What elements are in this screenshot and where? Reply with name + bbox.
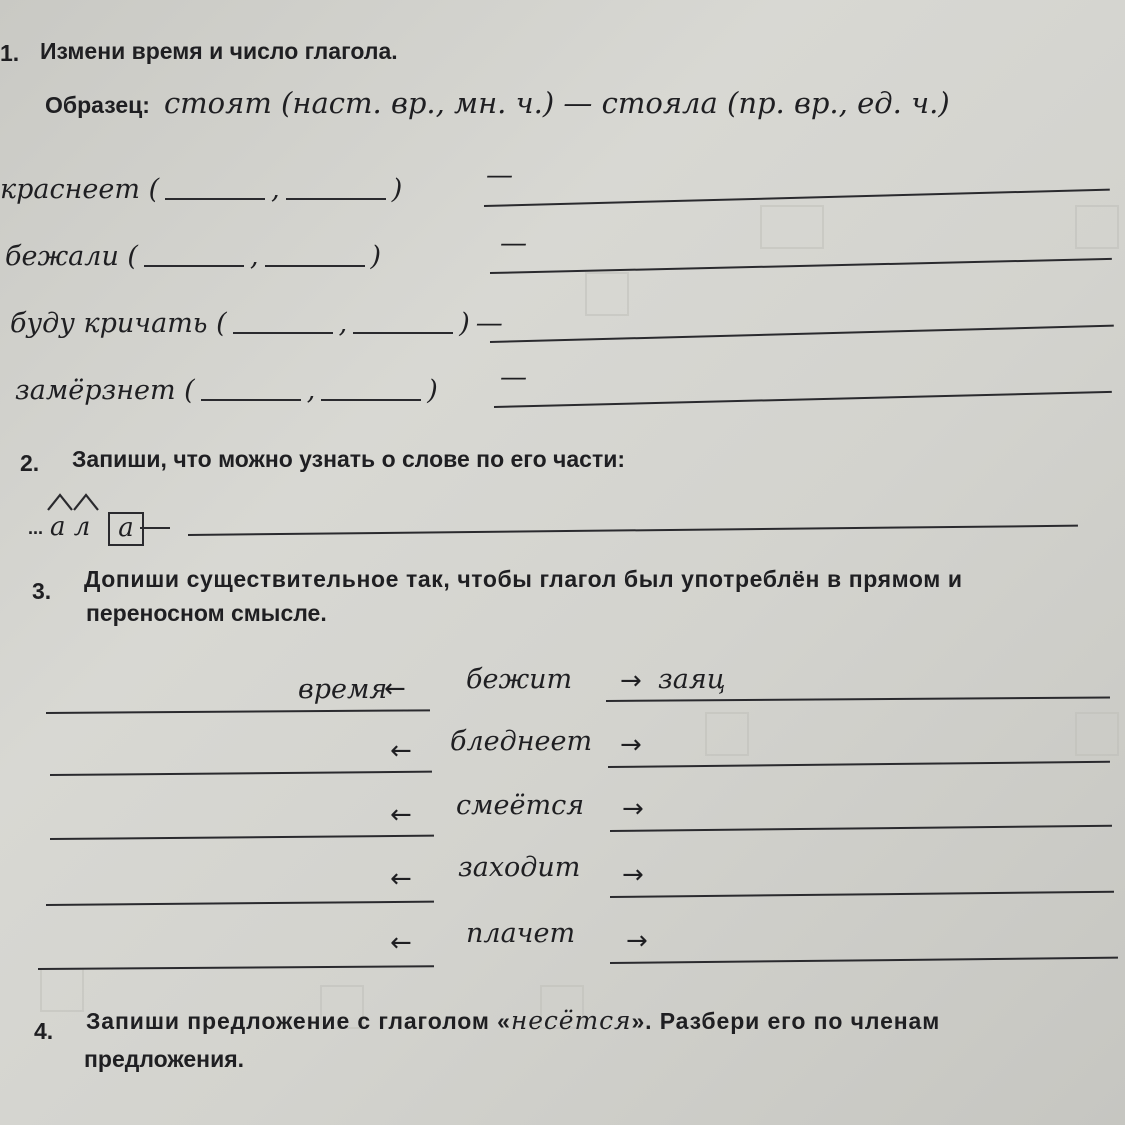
bleed-through-box — [40, 968, 84, 1012]
verb: заходит — [458, 852, 581, 883]
answer-line-left[interactable] — [50, 835, 434, 840]
answer-blank[interactable] — [286, 198, 386, 200]
answer-line-left[interactable] — [46, 709, 430, 714]
right-noun: заяц — [658, 664, 726, 695]
task4-title-post: ». Разбери его по членам — [631, 1008, 941, 1034]
task1-row: замёрзнет ( , ) — [15, 375, 438, 406]
answer-blank[interactable] — [321, 399, 421, 401]
morpheme-suffix-letters: а л — [50, 512, 91, 542]
arrow-left-icon: ← — [390, 736, 412, 766]
bleed-through-box — [705, 712, 749, 756]
bleed-through-box — [1075, 205, 1119, 249]
em-dash: — — [500, 228, 527, 259]
task1-number: 1. — [0, 40, 20, 66]
answer-blank[interactable] — [144, 265, 244, 267]
bleed-through-box — [760, 205, 824, 249]
answer-line[interactable] — [494, 391, 1112, 408]
left-noun: время — [298, 674, 388, 705]
task1-title: Измени время и число глагола. — [40, 38, 398, 64]
answer-blank[interactable] — [201, 399, 301, 401]
answer-line-left[interactable] — [38, 965, 434, 970]
answer-line[interactable] — [188, 525, 1078, 536]
bleed-through-box — [585, 272, 629, 316]
answer-blank[interactable] — [353, 332, 453, 334]
task4-title — [86, 1006, 940, 1035]
answer-line-right[interactable] — [608, 761, 1110, 768]
sample-text: стоят (наст. вр., мн. ч.) — стояла (пр. вр., ед. ч.) — [163, 86, 950, 120]
answer-line-right[interactable] — [610, 957, 1118, 964]
answer-line-left[interactable] — [50, 771, 432, 776]
task4-title-word: несётся — [510, 1006, 632, 1035]
task1-row: краснеет ( , ) — [0, 174, 403, 205]
verb: бежит — [466, 664, 573, 695]
bleed-through-box — [1075, 712, 1119, 756]
answer-line-right[interactable] — [610, 825, 1112, 832]
task1-row: бежали ( , ) — [5, 241, 382, 272]
task1-word: бежали — [5, 241, 119, 272]
answer-blank[interactable] — [233, 332, 333, 334]
sample-label: Образец: — [45, 92, 150, 118]
answer-blank[interactable] — [165, 198, 265, 200]
answer-line-left[interactable] — [46, 901, 434, 906]
task1-word: замёрзнет — [15, 375, 176, 406]
arrow-left-icon: ← — [390, 928, 412, 958]
task4-number: 4. — [34, 1018, 54, 1044]
answer-line[interactable] — [490, 258, 1112, 274]
verb: смеётся — [456, 790, 585, 821]
verb: бледнеет — [450, 726, 593, 757]
task3-title-line2: переносном смысле. — [86, 600, 327, 626]
task1-word: буду кричать — [10, 308, 208, 339]
task4-title-pre: Запиши предложение с глаголом « — [86, 1008, 511, 1034]
arrow-left-icon: ← — [390, 800, 412, 830]
task4-title-line2: предложения. — [84, 1046, 245, 1072]
task1-sample — [45, 86, 950, 120]
arrow-right-icon: → — [620, 730, 642, 760]
answer-line-right[interactable] — [606, 696, 1110, 702]
em-dash: — — [486, 160, 513, 191]
arrow-right-icon: → — [622, 794, 644, 824]
task2-title: Запиши, что можно узнать о слове по его части: — [72, 446, 626, 472]
task3-number: 3. — [32, 578, 52, 604]
arrow-right-icon: → — [622, 860, 644, 890]
task1-row: буду кричать ( , ) — — [10, 308, 503, 339]
verb: плачет — [466, 918, 576, 949]
arrow-right-icon: → — [626, 926, 648, 956]
em-dash: — — [500, 362, 527, 393]
morpheme-prefix: ... — [28, 518, 44, 538]
arrow-left-icon: ← — [384, 674, 406, 704]
answer-blank[interactable] — [265, 265, 365, 267]
answer-line-right[interactable] — [610, 891, 1114, 898]
task2-number: 2. — [20, 450, 40, 476]
morpheme-diagram — [28, 490, 188, 550]
arrow-left-icon: ← — [390, 864, 412, 894]
morpheme-ending-box: а — [108, 512, 144, 546]
task1-word: краснеет — [0, 174, 140, 205]
answer-line[interactable] — [490, 325, 1114, 343]
arrow-right-icon: → — [620, 666, 642, 696]
task3-title-line1: Допиши существительное так, чтобы глагол был употреблён в прямом и — [84, 566, 963, 592]
